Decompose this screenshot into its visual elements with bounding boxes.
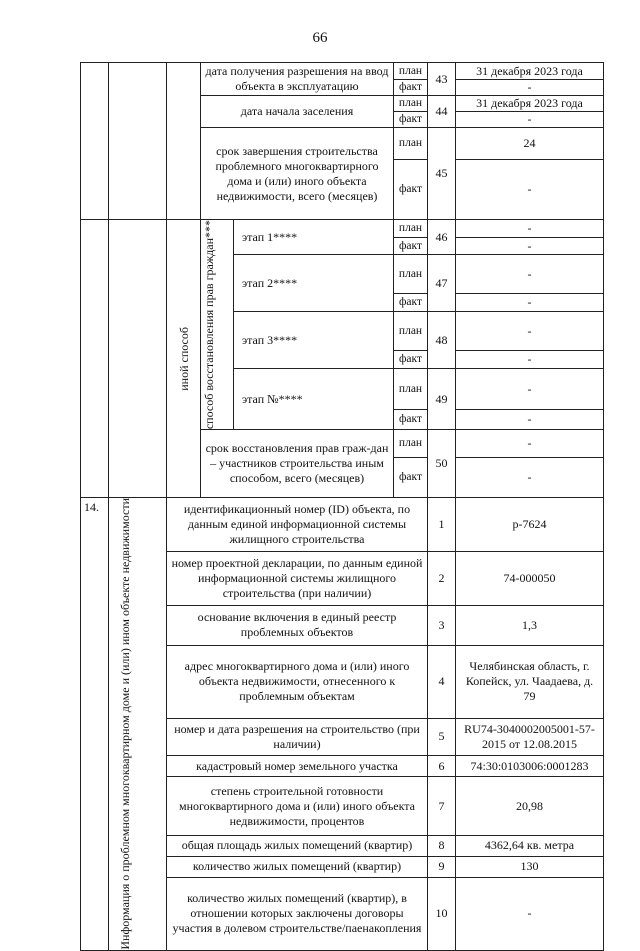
fakt-value: - — [456, 410, 604, 430]
plan-value: 31 декабря 2023 года — [456, 96, 604, 112]
info-row-label: кадастровый номер земельного участка — [167, 756, 428, 777]
blank-cell-section — [109, 63, 167, 220]
row-number: 4 — [428, 645, 456, 718]
row-number: 47 — [428, 255, 456, 312]
row-number: 50 — [428, 430, 456, 498]
row-number: 43 — [428, 63, 456, 96]
info-row-value: р-7624 — [456, 498, 604, 552]
fakt-label: факт — [394, 351, 428, 369]
plan-value: - — [456, 255, 604, 294]
row-number: 3 — [428, 606, 456, 646]
row-number: 1 — [428, 498, 456, 552]
blank-cell-num — [81, 63, 109, 220]
row-number: 6 — [428, 756, 456, 777]
info-row-label: количество жилых помещений (квартир) — [167, 856, 428, 877]
plan-label: план — [394, 63, 428, 80]
plan-label: план — [394, 220, 428, 238]
section14-label: Информация о проблемном многоквартирном доме и (или) ином объекте недвижимости — [117, 498, 132, 950]
row-number: 8 — [428, 835, 456, 856]
info-row-label: количество жилых помещений (квартир), в отношении которых заключены договоры участия в долевом строительстве/паенакопления — [167, 878, 428, 951]
fakt-label: факт — [394, 294, 428, 312]
plan-value: 31 декабря 2023 года — [456, 63, 604, 80]
plan-label: план — [394, 96, 428, 112]
row-number: 45 — [428, 128, 456, 220]
plan-value: - — [456, 430, 604, 458]
fakt-value: - — [456, 238, 604, 255]
info-row-label: основание включения в единый реестр проблемных объектов — [167, 606, 428, 646]
fakt-label: факт — [394, 410, 428, 430]
fakt-label: факт — [394, 458, 428, 498]
stage-label: этап 2**** — [234, 255, 394, 312]
fakt-value: - — [456, 112, 604, 128]
fakt-label: факт — [394, 80, 428, 96]
info-row-value: Челябинская область, г. Копейск, ул. Чаадаева, д. 79 — [456, 645, 604, 718]
plan-value: - — [456, 312, 604, 351]
info-row-value: 130 — [456, 856, 604, 877]
section14-label-cell — [109, 498, 167, 951]
blank-cell-sub — [167, 63, 201, 220]
row-number: 7 — [428, 777, 456, 836]
row-number: 48 — [428, 312, 456, 369]
plan-label: план — [394, 369, 428, 410]
page-number: 66 — [312, 30, 328, 46]
row-number: 49 — [428, 369, 456, 430]
info-row-value: 1,3 — [456, 606, 604, 646]
term-label: срок завершения строительства проблемного многоквартирного дома и (или) иного объекта недвижимости, всего (месяцев) — [201, 128, 394, 220]
restore-way-cell — [201, 220, 234, 430]
section-number: 14. — [81, 498, 109, 951]
plan-label: план — [394, 128, 428, 160]
plan-value: - — [456, 220, 604, 238]
fakt-value: - — [456, 458, 604, 498]
row-number: 44 — [428, 96, 456, 128]
row-number: 5 — [428, 718, 456, 756]
other-way-label: иной способ — [176, 326, 191, 391]
info-row-value: 4362,64 кв. метра — [456, 835, 604, 856]
row-number: 2 — [428, 552, 456, 606]
row-number: 9 — [428, 856, 456, 877]
info-row-value: 20,98 — [456, 777, 604, 836]
plan-value: 24 — [456, 128, 604, 160]
fakt-value: - — [456, 294, 604, 312]
problem-object-table — [80, 62, 604, 951]
info-row-value: 74:30:0103006:0001283 — [456, 756, 604, 777]
other-way-cell — [167, 220, 201, 498]
blank-cell-num — [81, 220, 109, 498]
plan-label: план — [394, 312, 428, 351]
permit-label: дата получения разрешения на ввод объекта в эксплуатацию — [201, 63, 394, 96]
settle-label: дата начала заселения — [201, 96, 394, 128]
fakt-label: факт — [394, 160, 428, 220]
info-row-value: - — [456, 878, 604, 951]
stage-label: этап 3**** — [234, 312, 394, 369]
plan-label: план — [394, 430, 428, 458]
info-row-label: идентификационный номер (ID) объекта, по данным единой информационной системы жилищного строительства — [167, 498, 428, 552]
row-number: 46 — [428, 220, 456, 255]
blank-cell-section — [109, 220, 167, 498]
info-row-value: 74-000050 — [456, 552, 604, 606]
plan-value: - — [456, 369, 604, 410]
fakt-label: факт — [394, 112, 428, 128]
stage-label: этап №**** — [234, 369, 394, 430]
plan-label: план — [394, 255, 428, 294]
fakt-value: - — [456, 351, 604, 369]
stage-label: этап 1**** — [234, 220, 394, 255]
restore-way-label: способ восстановления прав граждан*** — [202, 220, 216, 430]
fakt-value: - — [456, 160, 604, 220]
fakt-value: - — [456, 80, 604, 96]
info-row-label: номер проектной декларации, по данным единой информационной системы жилищного строительства (при наличии) — [167, 552, 428, 606]
info-row-label: номер и дата разрешения на строительство (при наличии) — [167, 718, 428, 756]
row-number: 10 — [428, 878, 456, 951]
info-row-label: степень строительной готовности многоквартирного дома и (или) иного объекта недвижимости, процентов — [167, 777, 428, 836]
info-row-label: адрес многоквартирного дома и (или) иного объекта недвижимости, отнесенного к проблемным объектам — [167, 645, 428, 718]
info-row-value: RU74-3040002005001-57-2015 от 12.08.2015 — [456, 718, 604, 756]
restore-term-label: срок восстановления прав граж-дан – участников строительства иным способом, всего (месяцев) — [201, 430, 394, 498]
info-row-label: общая площадь жилых помещений (квартир) — [167, 835, 428, 856]
fakt-label: факт — [394, 238, 428, 255]
